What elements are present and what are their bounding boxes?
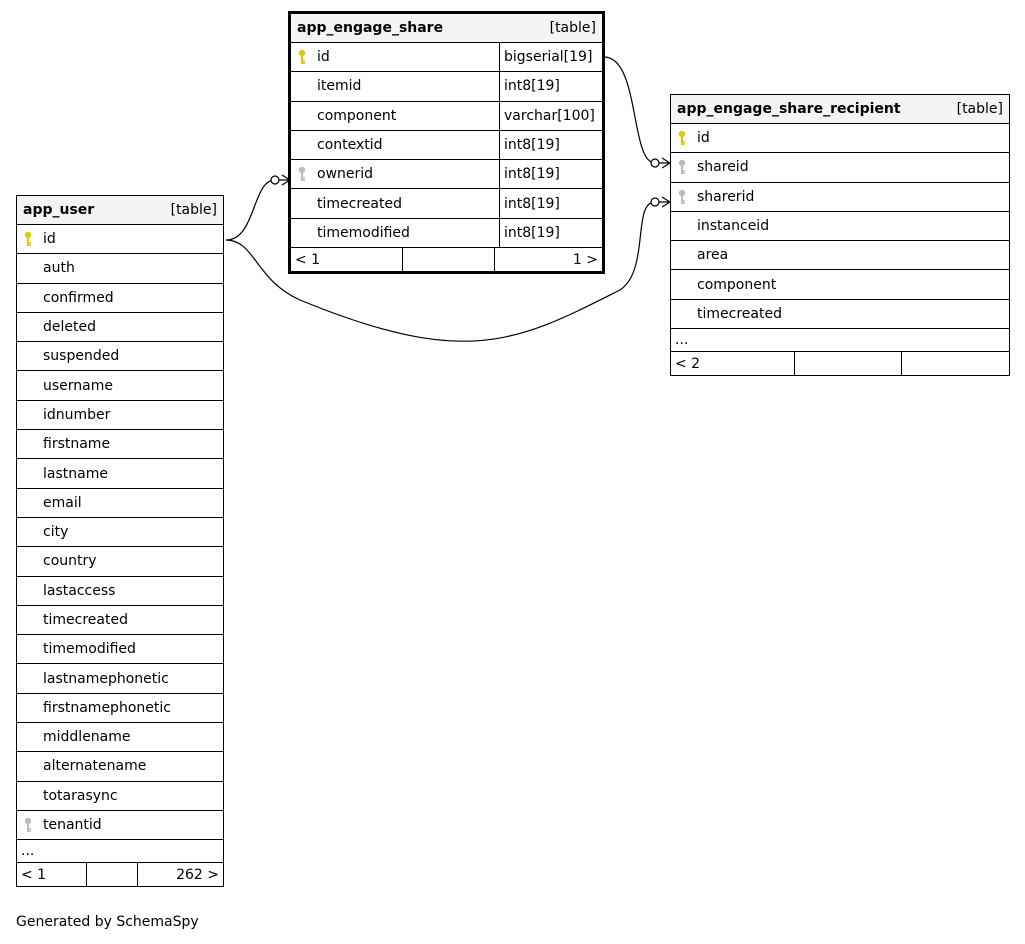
column-name: country (43, 553, 97, 570)
column-name-cell (291, 189, 499, 217)
column-name: city (43, 524, 69, 541)
foreign-key-icon (297, 166, 307, 182)
edge-shareid-crowfoot (659, 158, 670, 168)
column-name-cell (17, 635, 223, 663)
column-name-cell (17, 430, 223, 458)
column-row[interactable] (291, 219, 602, 248)
column-list (17, 225, 223, 840)
column-name-cell (671, 153, 1009, 181)
table-header[interactable] (17, 196, 223, 225)
column-name-cell (17, 723, 223, 751)
column-name-cell (17, 782, 223, 810)
table-app-user[interactable] (16, 195, 224, 887)
edge-sharerid-crowfoot (659, 197, 670, 207)
table-app-engage-share-recipient[interactable] (670, 94, 1010, 376)
edge-sharerid-circle (651, 198, 659, 206)
column-row[interactable] (17, 313, 223, 342)
column-name: middlename (43, 729, 131, 746)
edge-ownerid-circle (271, 176, 279, 184)
column-name-cell (291, 72, 499, 100)
column-name-cell (17, 401, 223, 429)
column-list (291, 43, 602, 248)
column-row[interactable] (671, 270, 1009, 299)
column-name: username (43, 377, 113, 394)
parents-count[interactable]: < 1 (17, 863, 87, 886)
column-list (671, 124, 1009, 329)
parents-count[interactable]: < 1 (291, 248, 403, 271)
column-name: instanceid (697, 218, 770, 235)
column-name: timecreated (317, 195, 402, 212)
column-row[interactable] (17, 752, 223, 781)
column-name: idnumber (43, 406, 111, 423)
edge-ownerid-to-user-id (226, 180, 275, 240)
footer-middle (87, 863, 138, 886)
table-kind: [table] (956, 101, 1003, 117)
column-name-cell (17, 313, 223, 341)
column-name-cell (17, 254, 223, 282)
column-name: component (697, 276, 777, 293)
column-row[interactable] (17, 782, 223, 811)
column-name-cell (17, 547, 223, 575)
column-type: int8[19] (499, 160, 602, 188)
column-row[interactable] (17, 401, 223, 430)
children-count[interactable]: 1 > (572, 251, 598, 268)
column-row[interactable] (17, 547, 223, 576)
column-name: firstname (43, 436, 111, 453)
table-name: app_user (23, 202, 95, 218)
column-name-cell (17, 459, 223, 487)
foreign-key-icon (677, 189, 687, 205)
table-header[interactable] (291, 14, 602, 43)
table-footer (671, 352, 1009, 375)
column-name-cell (671, 212, 1009, 240)
primary-key-icon (297, 49, 307, 65)
column-row[interactable] (291, 189, 602, 218)
column-name: ownerid (317, 166, 374, 183)
column-name-cell (17, 664, 223, 692)
primary-key-icon (677, 130, 687, 146)
column-name: id (317, 49, 330, 66)
column-name-cell (291, 160, 499, 188)
children-count (902, 352, 1009, 375)
column-row[interactable] (17, 664, 223, 693)
column-row[interactable] (17, 606, 223, 635)
column-name-cell (671, 270, 1009, 298)
children-count[interactable]: 262 > (176, 866, 219, 883)
column-type: int8[19] (499, 131, 602, 159)
column-name: timemodified (317, 224, 410, 241)
column-row[interactable] (17, 371, 223, 400)
column-type: int8[19] (499, 189, 602, 217)
column-row[interactable] (671, 183, 1009, 212)
table-kind: [table] (549, 20, 596, 36)
column-type: int8[19] (499, 72, 602, 100)
column-row[interactable] (17, 811, 223, 840)
footer-middle (795, 352, 902, 375)
edge-shareid-to-share-id (604, 57, 655, 163)
column-name-cell (291, 43, 499, 71)
column-name-cell (17, 811, 223, 839)
column-row[interactable] (671, 241, 1009, 270)
column-name: component (317, 107, 397, 124)
more-columns: ... (17, 840, 223, 863)
column-name-cell (17, 518, 223, 546)
column-row[interactable] (291, 160, 602, 189)
column-name: timecreated (43, 612, 128, 628)
column-type: varchar[100] (499, 102, 602, 130)
column-name: itemid (317, 78, 362, 95)
column-row[interactable] (291, 131, 602, 160)
column-name-cell (291, 219, 499, 247)
column-name: timecreated (697, 305, 782, 322)
column-row[interactable] (671, 300, 1009, 329)
table-footer (291, 248, 602, 271)
column-name: id (697, 130, 710, 147)
column-row[interactable] (17, 489, 223, 518)
column-name: email (43, 494, 82, 511)
column-row[interactable] (291, 72, 602, 101)
column-name-cell (17, 752, 223, 780)
column-name: lastname (43, 465, 108, 482)
footer-middle (403, 248, 495, 271)
column-row[interactable] (17, 430, 223, 459)
column-name: deleted (43, 319, 96, 336)
table-app-engage-share[interactable] (288, 11, 605, 274)
column-name: totarasync (43, 787, 118, 804)
column-row[interactable] (291, 43, 602, 72)
column-name: tenantid (43, 817, 102, 834)
foreign-key-icon (677, 159, 687, 175)
column-name-cell (671, 241, 1009, 269)
generated-by-label: Generated by SchemaSpy (16, 914, 199, 930)
column-name-cell (17, 371, 223, 399)
column-name-cell (17, 694, 223, 722)
column-name-cell (671, 124, 1009, 152)
column-name: id (43, 231, 56, 248)
column-name: contextid (317, 137, 383, 154)
table-header[interactable] (671, 95, 1009, 124)
column-row[interactable] (17, 577, 223, 606)
column-name-cell (17, 606, 223, 634)
column-name-cell (17, 489, 223, 517)
column-name-cell (17, 225, 223, 253)
column-type: bigserial[19] (499, 43, 602, 71)
column-name-cell (17, 342, 223, 370)
column-name: shareid (697, 159, 749, 176)
column-name: timemodified (43, 641, 136, 658)
table-name: app_engage_share_recipient (677, 101, 901, 117)
column-type: int8[19] (499, 219, 602, 247)
column-name: suspended (43, 348, 120, 365)
column-name-cell (291, 131, 499, 159)
column-row[interactable] (17, 254, 223, 283)
parents-count[interactable]: < 2 (671, 352, 795, 375)
column-name: lastaccess (43, 582, 116, 599)
column-name: area (697, 247, 729, 264)
column-row[interactable] (671, 153, 1009, 182)
column-name-cell (671, 183, 1009, 211)
primary-key-icon (23, 231, 33, 247)
column-name: auth (43, 260, 75, 277)
column-name: firstnamephonetic (43, 699, 171, 716)
edge-shareid-circle (651, 159, 659, 167)
column-row[interactable] (17, 723, 223, 752)
table-footer (17, 863, 223, 886)
column-name: sharerid (697, 188, 755, 205)
column-row[interactable] (17, 459, 223, 488)
column-row[interactable] (17, 694, 223, 723)
column-row[interactable] (17, 342, 223, 371)
column-row[interactable] (17, 284, 223, 313)
table-name: app_engage_share (297, 20, 444, 36)
column-name: confirmed (43, 289, 114, 306)
column-row[interactable] (291, 102, 602, 131)
column-row[interactable] (671, 124, 1009, 153)
column-row[interactable] (17, 225, 223, 254)
column-row[interactable] (17, 635, 223, 664)
column-name: lastnamephonetic (43, 670, 169, 687)
more-columns: ... (671, 329, 1009, 352)
column-name: alternatename (43, 758, 147, 775)
column-name-cell (291, 102, 499, 130)
table-kind: [table] (170, 202, 217, 218)
foreign-key-icon (23, 817, 33, 833)
column-row[interactable] (17, 518, 223, 547)
column-name-cell (17, 284, 223, 312)
column-name-cell (17, 577, 223, 605)
column-name-cell (671, 300, 1009, 328)
column-row[interactable] (671, 212, 1009, 241)
